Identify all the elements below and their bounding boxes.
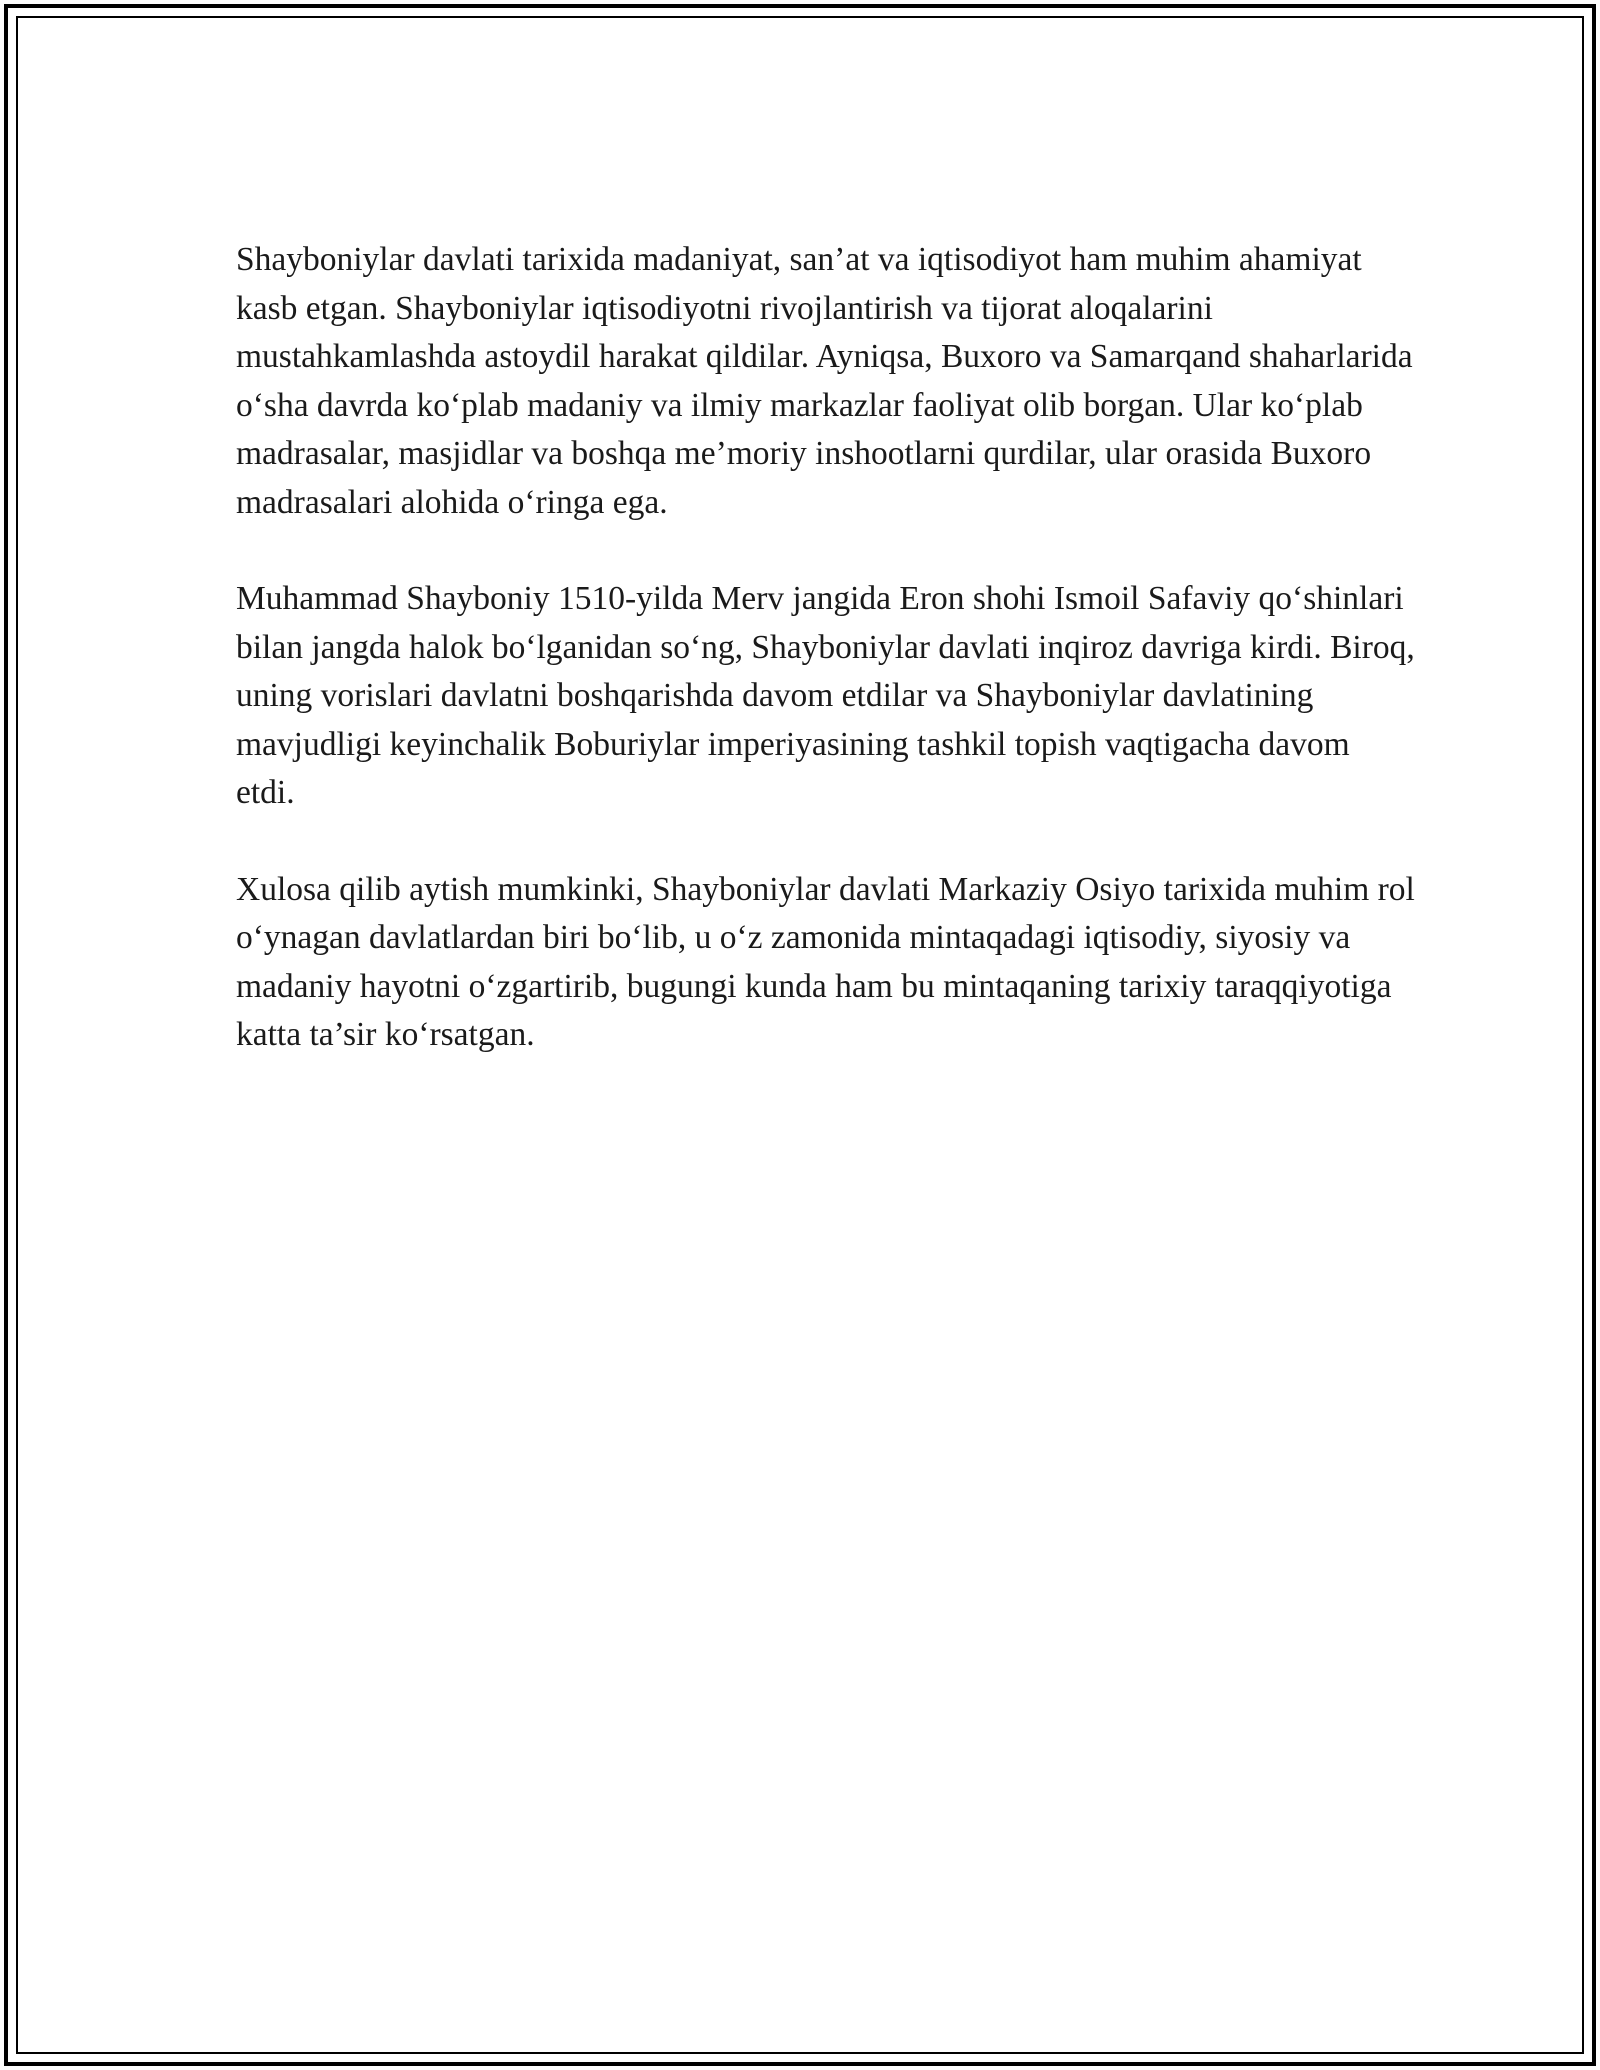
paragraph-conclusion: Xulosa qilib aytish mumkinki, Shayboniylar davlati Markaziy Osiyo tarixida muhim rol o‘ynagan davlatlardan biri bo‘lib, u o‘z zamonida mintaqadagi iqtisodiy, siyosiy va madaniy hayotni o‘zgartirib, bugungi kunda ham bu mintaqaning tarixiy taraqqiyotiga katta ta’sir ko‘rsatgan. bbox=[236, 870, 1415, 1053]
document-body bbox=[236, 236, 1416, 1108]
paragraph-culture-economy: Shayboniylar davlati tarixida madaniyat, san’at va iqtisodiyot ham muhim ahamiyat kasb etgan. Shayboniylar iqtisodiyotni rivojlantirish va tijorat aloqalarini mustahkamlashda astoydil harakat qildilar. Ayniqsa, Buxoro va Samarqand shaharlarida o‘sha davrda ko‘plab madaniy va ilmiy markazlar faoliyat olib borgan. Ular ko‘plab madrasalar, masjidlar va boshqa me’moriy inshootlarni qurdilar, ular orasida Buxoro madrasalari alohida o‘ringa ega. bbox=[236, 241, 1413, 521]
paragraph-decline: Muhammad Shayboniy 1510-yilda Merv jangida Eron shohi Ismoil Safaviy qo‘shinlari bilan jangda halok bo‘lganidan so‘ng, Shayboniylar davlati inqiroz davriga kirdi. Biroq, uning vorislari davlatni boshqarishda davom etdilar va Shayboniylar davlatining mavjudligi keyinchalik Boburiylar imperiyasining tashkil topish vaqtigacha davom etdi. bbox=[236, 580, 1415, 811]
